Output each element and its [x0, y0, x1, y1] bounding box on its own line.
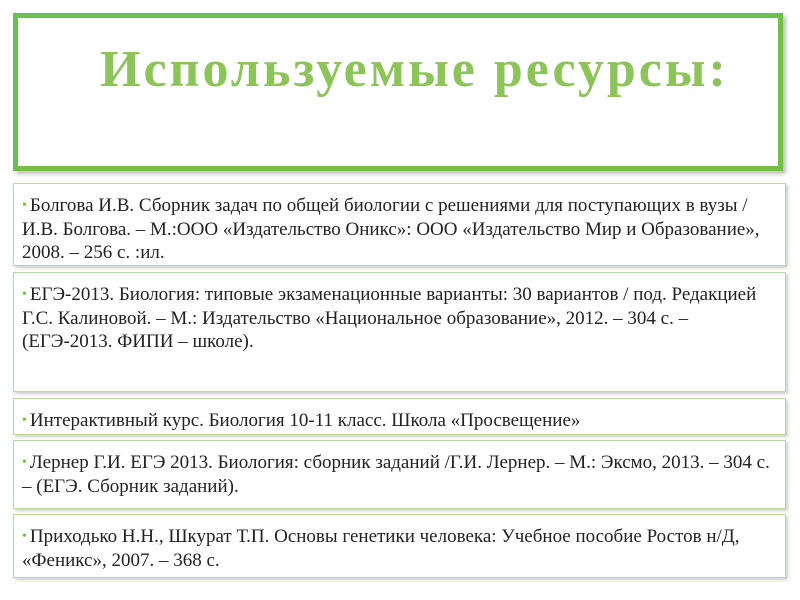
resource-citation-2: ЕГЭ-2013. Биология: типовые экзаменационные варианты: 30 вариантов / под. Редакцией Г.С. Калиновой. – М.: Издательство «Национальное образование», 2012. – 304 с. – (ЕГЭ-2013. ФИПИ – школе).: [22, 284, 757, 352]
bullet-icon: •: [22, 455, 27, 470]
resource-text-4: [22, 451, 775, 498]
resource-citation-1: Болгова И.В. Сборник задач по общей биологии с решениями для поступающих в вузы /И.В. Болгова. – М.:ООО «Издательство Оникс»: ООО «Издательство Мир и Образование», 2008. – 256 с. :ил.: [22, 195, 760, 263]
bullet-icon: •: [22, 287, 27, 302]
title-box: [13, 13, 783, 171]
resource-citation-3: Интерактивный курс. Биология 10-11 класс. Школа «Просвещение»: [29, 410, 581, 431]
slide-title: Используемые ресурсы:: [100, 41, 729, 98]
resource-item-4: [13, 440, 786, 509]
resource-item-2: [13, 272, 786, 392]
bullet-icon: •: [22, 413, 27, 428]
resource-item-3: [13, 398, 786, 435]
resource-text-5: [22, 525, 775, 572]
resource-text-3: [22, 409, 775, 433]
bullet-icon: •: [22, 198, 27, 213]
resource-citation-5: Приходько Н.Н., Шкурат Т.П. Основы генетики человека: Учебное пособие Ростов н/Д, «Феникс», 2007. – 368 с.: [22, 526, 740, 571]
resource-item-5: [13, 514, 786, 578]
resource-citation-4: Лернер Г.И. ЕГЭ 2013. Биология: сборник заданий /Г.И. Лернер. – М.: Эксмо, 2013. – 304 с. – (ЕГЭ. Сборник заданий).: [22, 452, 770, 497]
resource-text-1: [22, 194, 775, 265]
resource-item-1: [13, 183, 786, 266]
resource-text-2: [22, 283, 775, 354]
bullet-icon: •: [22, 529, 27, 544]
